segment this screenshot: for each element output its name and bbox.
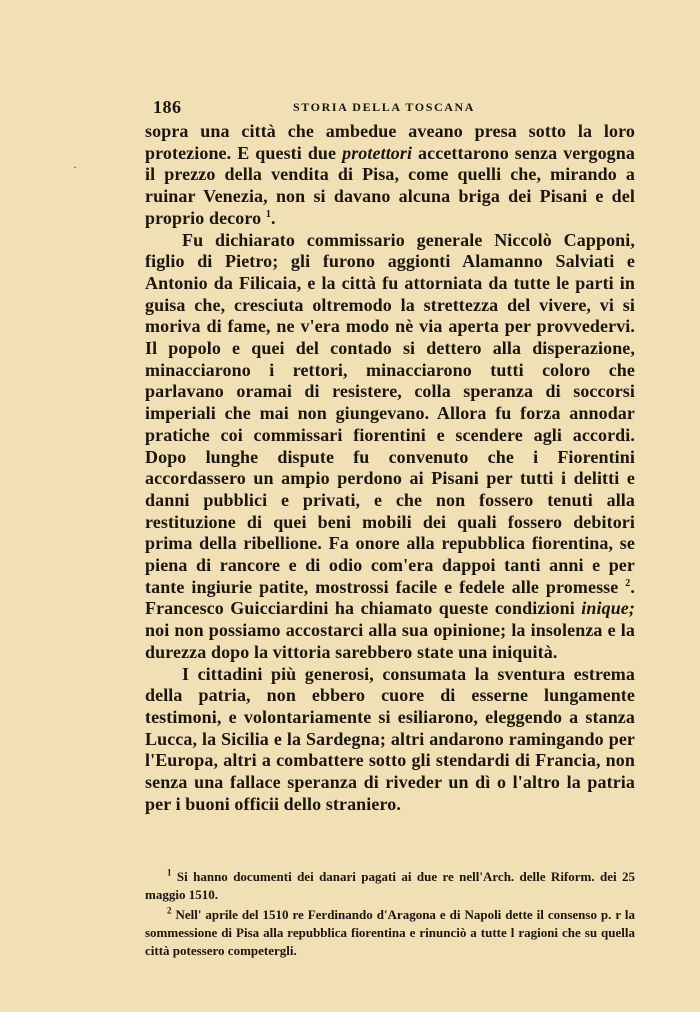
footnotes bbox=[145, 868, 635, 962]
page-header bbox=[145, 97, 623, 117]
paragraph-2-text-c: noi non possiamo accostarci alla sua opinione; la insolenza e la durezza dopo la vittoria sarebbero state una iniquità. bbox=[145, 620, 635, 662]
page-number: 186 bbox=[153, 97, 182, 117]
paragraph-2 bbox=[145, 230, 635, 664]
footnote-ref-1: 1 bbox=[265, 208, 271, 220]
footnote-1-mark: 1 bbox=[167, 867, 172, 878]
paragraph-2-emphasis: inique; bbox=[581, 598, 635, 619]
footnote-2-text: Nell' aprile del 1510 re Ferdinando d'Aragona e di Napoli dette il consenso p. r la sommessione di Pisa alla repubblica fiorentina e rinunciò a tutte l ragioni che su quella città potessero competergli. bbox=[145, 907, 635, 958]
footnote-1-text: Si hanno documenti dei danari pagati ai due re nell'Arch. delle Riform. dei 25 maggio 1510. bbox=[145, 869, 635, 902]
paragraph-1-text-c: . bbox=[270, 207, 276, 228]
paragraph-2-text-a: Fu dichiarato commissario generale Niccolò Capponi, figlio di Pietro; gli furono aggionti Alamanno Salviati e Antonio da Filicaia, e la città fu attorniata da tutte le parti in guisa che, cresciuta oltremodo la strettezza del vivere, vi si moriva di fame, ne v'era modo nè via aperta per provvedervi. Il popolo e quei del contado si dettero alla disperazione, minacciarono i rettori, minacciarono tutti coloro che parlavano oramai di resistere, colla speranza di soccorsi imperiali che mai non giungevano. Allora fu forza annodar pratiche coi commissari fiorentini e scendere agli accordi. Dopo lunghe dispute fu convenuto che i Fiorentini accordassero un ampio perdono ai Pisani per tutti i delitti e danni pubblici e privati, e che non fossero tenuti alla restituzione di quei beni mobili dei quali fossero debitori prima della ribellione. Fa onore alla repubblica fiorentina, se piena di rancore e di odio com'era dappoi tanti anni e per tante ingiurie patite, mostrossi facile e fedele alle promesse bbox=[145, 229, 635, 597]
paragraph-1-text-a: sopra una città che ambedue aveano presa sotto la loro protezione. E questi due bbox=[145, 121, 635, 163]
footnote-2 bbox=[145, 906, 635, 960]
paragraph-2-text-b: . Francesco Guicciardini ha chiamato queste condizioni bbox=[145, 576, 635, 619]
running-title: STORIA DELLA TOSCANA bbox=[292, 100, 476, 114]
body-text bbox=[145, 121, 635, 816]
paragraph-1-emphasis: protettori bbox=[342, 142, 413, 163]
footnote-ref-2: 2 bbox=[625, 577, 631, 589]
margin-speck: · bbox=[73, 160, 77, 174]
paragraph-1 bbox=[145, 121, 635, 230]
paragraph-1-text-b: accettarono senza vergogna il prezzo della vendita di Pisa, come quelli che, mirando a ruinar Venezia, non si davano alcuna briga dei Pisani e del proprio decoro bbox=[145, 142, 635, 228]
footnote-1 bbox=[145, 868, 635, 904]
paragraph-3: I cittadini più generosi, consumata la sventura estrema della patria, non ebbero cuore di esserne lungamente testimoni, e volontariamente si esiliarono, eleggendo a stanza Lucca, la Sicilia e la Sardegna; altri andarono ramingando per l'Europa, altri a combattere sotto gli stendardi di Francia, non senza una fallace speranza di riveder un dì o l'altro la patria per i buoni officii dello straniero. bbox=[145, 663, 635, 814]
footnote-2-mark: 2 bbox=[167, 905, 172, 916]
